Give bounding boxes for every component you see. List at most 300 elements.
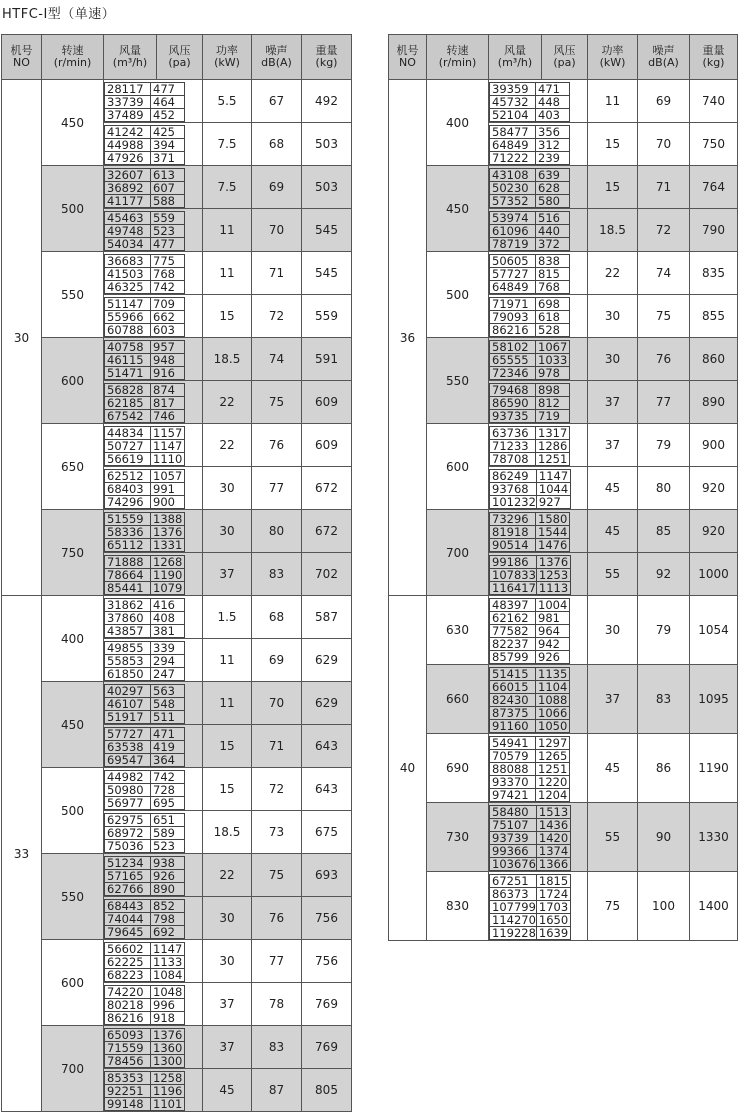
flow-pressure-row	[105, 410, 185, 423]
airflow-value: 36892	[105, 182, 151, 195]
airflow-value: 88088	[490, 763, 536, 776]
power-cell: 5.5	[203, 80, 252, 123]
flow-pressure-row	[490, 225, 570, 238]
speed-cell: 450	[427, 166, 489, 252]
flow-pressure-row	[105, 298, 185, 311]
flow-pressure-row	[105, 926, 185, 939]
airflow-value: 82430	[490, 694, 536, 707]
airflow-value: 41503	[105, 268, 151, 281]
airflow-value: 85353	[105, 1072, 151, 1085]
flow-pressure-row	[105, 83, 185, 96]
flow-pressure-row	[105, 539, 185, 552]
noise-cell: 75	[252, 854, 302, 897]
airflow-value: 71233	[490, 440, 536, 453]
noise-cell: 69	[252, 166, 302, 209]
flow-pressure-row	[105, 582, 185, 595]
airflow-value: 40297	[105, 685, 151, 698]
pressure-value: 964	[536, 625, 570, 638]
flow-pressure-row	[105, 771, 185, 784]
weight-cell: 756	[302, 897, 352, 940]
flow-pressure-row	[490, 255, 570, 268]
weight-cell: 545	[302, 252, 352, 295]
flow-pressure-row	[490, 427, 570, 440]
weight-cell: 750	[690, 123, 738, 166]
airflow-value: 75107	[490, 819, 537, 832]
airflow-value: 56828	[105, 384, 151, 397]
airflow-value: 93739	[490, 832, 537, 845]
flow-pressure-cell	[104, 338, 203, 381]
airflow-value: 68972	[105, 827, 151, 840]
header-noise: 噪声 dB(A)	[252, 35, 302, 80]
flow-pressure-row	[490, 681, 570, 694]
flow-pressure-row	[105, 857, 185, 870]
flow-pressure-table	[104, 211, 185, 251]
flow-pressure-row	[490, 845, 571, 858]
noise-cell: 86	[638, 734, 690, 803]
pressure-value: 1004	[536, 599, 570, 612]
airflow-value: 114270	[490, 914, 537, 927]
table-row	[2, 510, 352, 553]
flow-pressure-row	[105, 956, 185, 969]
flow-pressure-row	[490, 707, 570, 720]
flow-pressure-cell	[104, 1026, 203, 1069]
airflow-value: 58336	[105, 526, 151, 539]
flow-pressure-cell	[104, 80, 203, 123]
flow-pressure-cell	[104, 596, 203, 639]
flow-pressure-row	[490, 470, 571, 483]
flow-pressure-row	[105, 728, 185, 741]
power-cell: 22	[203, 854, 252, 897]
pressure-value: 651	[151, 814, 185, 827]
airflow-value: 86373	[490, 888, 537, 901]
airflow-value: 51471	[105, 367, 151, 380]
noise-cell: 76	[638, 338, 690, 381]
flow-pressure-row	[490, 496, 571, 509]
flow-pressure-cell	[104, 166, 203, 209]
pressure-value: 294	[151, 655, 185, 668]
power-cell: 30	[588, 596, 638, 665]
header-noise: 噪声 dB(A)	[638, 35, 690, 80]
airflow-value: 71888	[105, 556, 151, 569]
power-cell: 22	[203, 424, 252, 467]
power-cell: 22	[203, 381, 252, 424]
weight-cell: 1400	[690, 872, 738, 941]
pressure-value: 1253	[536, 569, 570, 582]
airflow-value: 32607	[105, 169, 151, 182]
pressure-value: 728	[151, 784, 185, 797]
table-row	[389, 510, 738, 553]
flow-pressure-table	[104, 82, 185, 122]
power-cell: 15	[203, 725, 252, 768]
flow-pressure-row	[490, 397, 570, 410]
pressure-value: 916	[151, 367, 185, 380]
flow-pressure-cell	[104, 295, 203, 338]
pressure-value: 948	[151, 354, 185, 367]
airflow-value: 57727	[105, 728, 151, 741]
noise-cell: 75	[252, 381, 302, 424]
weight-cell: 1190	[690, 734, 738, 803]
noise-cell: 70	[638, 123, 690, 166]
pressure-value: 1147	[151, 440, 185, 453]
power-cell: 15	[203, 295, 252, 338]
flow-pressure-row	[490, 668, 570, 681]
flow-pressure-row	[105, 526, 185, 539]
flow-pressure-row	[105, 281, 185, 294]
weight-cell: 643	[302, 768, 352, 811]
airflow-value: 41177	[105, 195, 151, 208]
flow-pressure-row	[105, 827, 185, 840]
pressure-value: 511	[151, 711, 185, 724]
pressure-value: 1513	[536, 806, 570, 819]
noise-cell: 77	[252, 467, 302, 510]
header-model-no: 机号 NO	[389, 35, 427, 80]
table-row	[389, 665, 738, 734]
airflow-value: 56977	[105, 797, 151, 810]
flow-pressure-cell	[104, 381, 203, 424]
flow-pressure-cell	[489, 424, 588, 467]
pressure-value: 523	[151, 840, 185, 853]
airflow-value: 79645	[105, 926, 151, 939]
power-cell: 37	[588, 665, 638, 734]
table-row	[2, 1026, 352, 1069]
pressure-value: 1101	[151, 1098, 185, 1111]
airflow-value: 56619	[105, 453, 151, 466]
power-cell: 30	[203, 897, 252, 940]
weight-cell: 900	[690, 424, 738, 467]
table-row	[389, 80, 738, 123]
airflow-value: 85441	[105, 582, 151, 595]
flow-pressure-cell	[489, 209, 588, 252]
weight-cell: 672	[302, 467, 352, 510]
weight-cell: 702	[302, 553, 352, 596]
noise-cell: 68	[252, 123, 302, 166]
speed-cell: 400	[42, 596, 104, 682]
flow-pressure-cell	[489, 295, 588, 338]
noise-cell: 79	[638, 424, 690, 467]
flow-pressure-table	[104, 555, 185, 595]
flow-pressure-row	[105, 711, 185, 724]
header-row	[389, 35, 738, 80]
pressure-value: 874	[151, 384, 185, 397]
pressure-value: 548	[151, 698, 185, 711]
speed-cell: 450	[42, 80, 104, 166]
airflow-value: 71222	[490, 152, 536, 165]
flow-pressure-row	[490, 612, 570, 625]
weight-cell: 672	[302, 510, 352, 553]
pressure-value: 1079	[151, 582, 185, 595]
pressure-value: 695	[151, 797, 185, 810]
flow-pressure-row	[105, 655, 185, 668]
pressure-value: 1190	[151, 569, 185, 582]
pressure-value: 452	[151, 109, 185, 122]
table-row	[389, 424, 738, 467]
airflow-value: 62185	[105, 397, 151, 410]
noise-cell: 71	[638, 166, 690, 209]
flow-pressure-row	[490, 556, 571, 569]
table-row	[2, 166, 352, 209]
flow-pressure-row	[490, 341, 570, 354]
flow-pressure-table	[104, 684, 185, 724]
flow-pressure-row	[105, 152, 185, 165]
pressure-value: 1420	[536, 832, 570, 845]
airflow-value: 68403	[105, 483, 151, 496]
pressure-value: 613	[151, 169, 185, 182]
airflow-value: 107833	[490, 569, 537, 582]
flow-pressure-table	[489, 598, 570, 664]
flow-pressure-row	[490, 453, 570, 466]
pressure-value: 394	[151, 139, 185, 152]
flow-pressure-row	[105, 238, 185, 251]
flow-pressure-row	[490, 513, 570, 526]
pressure-value: 1376	[536, 556, 570, 569]
airflow-value: 63736	[490, 427, 536, 440]
flow-pressure-row	[105, 126, 185, 139]
power-cell: 37	[588, 424, 638, 467]
airflow-value: 37489	[105, 109, 151, 122]
airflow-value: 85799	[490, 651, 536, 664]
airflow-value: 119228	[490, 927, 537, 940]
pressure-value: 312	[536, 139, 570, 152]
pressure-value: 698	[536, 298, 570, 311]
pressure-value: 559	[151, 212, 185, 225]
pressure-value: 588	[151, 195, 185, 208]
airflow-value: 50980	[105, 784, 151, 797]
flow-pressure-row	[105, 440, 185, 453]
pressure-value: 927	[536, 496, 570, 509]
flow-pressure-cell	[104, 854, 203, 897]
flow-pressure-row	[490, 776, 570, 789]
flow-pressure-row	[490, 750, 570, 763]
noise-cell: 74	[252, 338, 302, 381]
flow-pressure-table	[104, 598, 185, 638]
flow-pressure-table	[104, 426, 185, 466]
flow-pressure-row	[105, 483, 185, 496]
airflow-value: 79093	[490, 311, 536, 324]
airflow-value: 53974	[490, 212, 536, 225]
pressure-value: 403	[536, 109, 570, 122]
power-cell: 7.5	[203, 166, 252, 209]
pressure-value: 1033	[536, 354, 570, 367]
pressure-value: 419	[151, 741, 185, 754]
flow-pressure-row	[105, 1012, 185, 1025]
flow-pressure-row	[105, 427, 185, 440]
speed-cell: 630	[427, 596, 489, 665]
flow-pressure-row	[490, 694, 570, 707]
airflow-value: 56602	[105, 943, 151, 956]
airflow-value: 107799	[490, 901, 537, 914]
flow-pressure-cell	[489, 872, 588, 941]
airflow-value: 67542	[105, 410, 151, 423]
speed-cell: 500	[42, 166, 104, 252]
pressure-value: 1317	[536, 427, 570, 440]
table-row	[2, 682, 352, 725]
airflow-value: 82237	[490, 638, 536, 651]
pressure-value: 692	[151, 926, 185, 939]
pressure-value: 1251	[536, 763, 570, 776]
pressure-value: 371	[151, 152, 185, 165]
flow-pressure-row	[490, 139, 570, 152]
pressure-value: 523	[151, 225, 185, 238]
airflow-value: 71971	[490, 298, 536, 311]
flow-pressure-table	[104, 727, 185, 767]
airflow-value: 78719	[490, 238, 536, 251]
power-cell: 45	[588, 734, 638, 803]
flow-pressure-row	[105, 225, 185, 238]
airflow-value: 64849	[490, 281, 536, 294]
airflow-value: 61850	[105, 668, 151, 681]
weight-cell: 609	[302, 424, 352, 467]
weight-cell: 609	[302, 381, 352, 424]
pressure-value: 1724	[536, 888, 570, 901]
airflow-value: 51147	[105, 298, 151, 311]
table-row	[2, 854, 352, 897]
airflow-value: 92251	[105, 1085, 151, 1098]
weight-cell: 559	[302, 295, 352, 338]
weight-cell: 805	[302, 1069, 352, 1112]
pressure-value: 356	[536, 126, 570, 139]
pressure-value: 1133	[151, 956, 185, 969]
airflow-value: 28117	[105, 83, 151, 96]
pressure-value: 775	[151, 255, 185, 268]
spec-table-left	[1, 34, 352, 1112]
airflow-value: 57352	[490, 195, 536, 208]
pressure-value: 1044	[536, 483, 570, 496]
flow-pressure-row	[490, 806, 571, 819]
power-cell: 37	[203, 1026, 252, 1069]
pressure-value: 628	[536, 182, 570, 195]
flow-pressure-table	[104, 856, 185, 896]
flow-pressure-table	[104, 813, 185, 853]
header-speed: 转速 (r/min)	[42, 35, 104, 80]
pressure-value: 1135	[536, 668, 570, 681]
airflow-value: 62975	[105, 814, 151, 827]
pressure-value: 1476	[536, 539, 570, 552]
power-cell: 7.5	[203, 123, 252, 166]
airflow-value: 41242	[105, 126, 151, 139]
table-row	[2, 338, 352, 381]
airflow-value: 90514	[490, 539, 536, 552]
flow-pressure-table	[489, 254, 570, 294]
pressure-value: 1110	[151, 453, 185, 466]
speed-cell: 500	[42, 768, 104, 854]
table-row	[389, 596, 738, 665]
flow-pressure-cell	[104, 811, 203, 854]
pressure-value: 1113	[536, 582, 570, 595]
power-cell: 30	[588, 295, 638, 338]
flow-pressure-row	[490, 169, 570, 182]
speed-cell: 700	[42, 1026, 104, 1112]
pressure-value: 1104	[536, 681, 570, 694]
airflow-value: 45463	[105, 212, 151, 225]
noise-cell: 92	[638, 553, 690, 596]
airflow-value: 50230	[490, 182, 536, 195]
weight-cell: 1054	[690, 596, 738, 665]
model-no-cell: 36	[389, 80, 427, 596]
flow-pressure-row	[105, 814, 185, 827]
table-row	[389, 252, 738, 295]
flow-pressure-cell	[104, 682, 203, 725]
noise-cell: 90	[638, 803, 690, 872]
pressure-value: 815	[536, 268, 570, 281]
flow-pressure-row	[105, 943, 185, 956]
airflow-value: 75036	[105, 840, 151, 853]
flow-pressure-row	[490, 737, 570, 750]
pressure-value: 918	[151, 1012, 185, 1025]
flow-pressure-row	[105, 109, 185, 122]
flow-pressure-table	[489, 125, 570, 165]
speed-cell: 550	[42, 252, 104, 338]
power-cell: 11	[203, 639, 252, 682]
airflow-value: 33739	[105, 96, 151, 109]
model-no-cell: 40	[389, 596, 427, 941]
flow-pressure-row	[490, 927, 571, 940]
flow-pressure-row	[105, 255, 185, 268]
flow-pressure-row	[105, 1072, 185, 1085]
pressure-value: 1050	[536, 720, 570, 733]
airflow-value: 51415	[490, 668, 536, 681]
airflow-value: 86590	[490, 397, 536, 410]
weight-cell: 769	[302, 983, 352, 1026]
pressure-value: 408	[151, 612, 185, 625]
flow-pressure-row	[490, 526, 570, 539]
pressure-value: 1703	[536, 901, 570, 914]
flow-pressure-table	[104, 168, 185, 208]
flow-pressure-row	[105, 754, 185, 767]
weight-cell: 920	[690, 467, 738, 510]
airflow-value: 91160	[490, 720, 536, 733]
noise-cell: 83	[252, 553, 302, 596]
noise-cell: 72	[638, 209, 690, 252]
airflow-value: 87375	[490, 707, 536, 720]
power-cell: 30	[203, 510, 252, 553]
weight-cell: 756	[302, 940, 352, 983]
flow-pressure-table	[104, 340, 185, 380]
flow-pressure-table	[489, 297, 570, 337]
airflow-value: 46107	[105, 698, 151, 711]
weight-cell: 740	[690, 80, 738, 123]
pressure-value: 1331	[151, 539, 185, 552]
pressure-value: 448	[536, 96, 570, 109]
power-cell: 37	[203, 983, 252, 1026]
noise-cell: 76	[252, 897, 302, 940]
airflow-value: 72346	[490, 367, 536, 380]
flow-pressure-cell	[489, 734, 588, 803]
flow-pressure-row	[105, 642, 185, 655]
table-row	[2, 940, 352, 983]
speed-cell: 550	[42, 854, 104, 940]
flow-pressure-cell	[104, 209, 203, 252]
power-cell: 11	[203, 209, 252, 252]
speed-cell: 400	[427, 80, 489, 166]
flow-pressure-row	[105, 913, 185, 926]
flow-pressure-table	[104, 1071, 185, 1111]
flow-pressure-cell	[489, 80, 588, 123]
flow-pressure-row	[490, 901, 571, 914]
flow-pressure-table	[489, 426, 570, 466]
flow-pressure-cell	[104, 424, 203, 467]
airflow-value: 62225	[105, 956, 151, 969]
power-cell: 45	[588, 510, 638, 553]
airflow-value: 54034	[105, 238, 151, 251]
flow-pressure-row	[490, 195, 570, 208]
flow-pressure-row	[490, 539, 570, 552]
pressure-value: 471	[151, 728, 185, 741]
noise-cell: 71	[252, 252, 302, 295]
noise-cell: 77	[638, 381, 690, 424]
airflow-value: 65555	[490, 354, 536, 367]
airflow-value: 57165	[105, 870, 151, 883]
airflow-value: 44988	[105, 139, 151, 152]
